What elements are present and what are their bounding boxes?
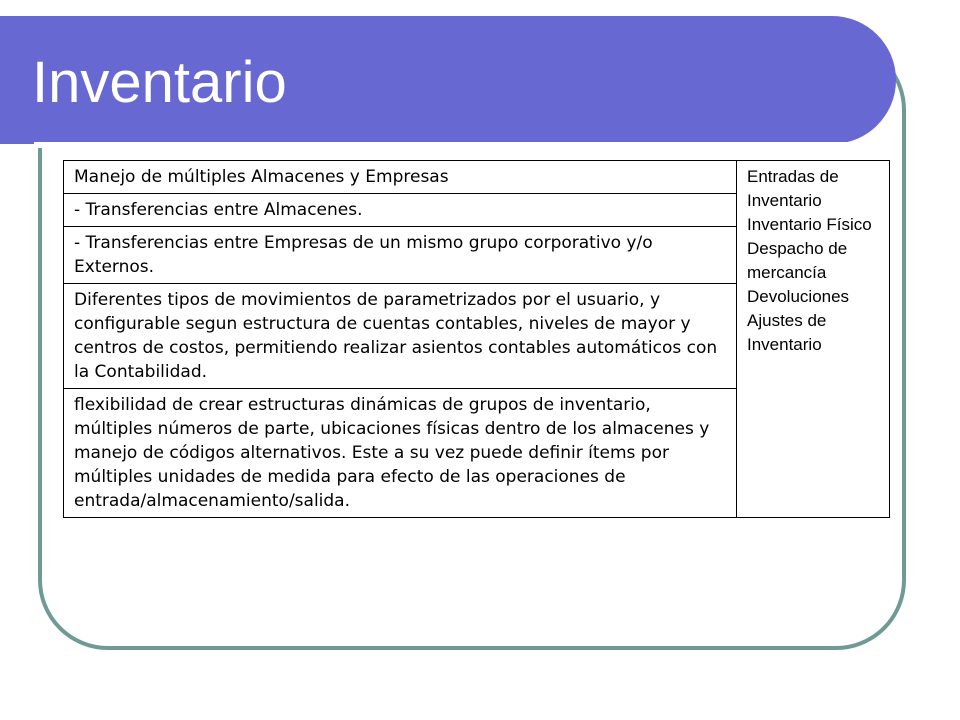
table-cell: Diferentes tipos de movimientos de parametrizados por el usuario, y configurable segun estructura de cuentas contables, niveles de mayor y centros de costos, permitiendo realizar asientos contables automáticos con la Contabilidad. bbox=[64, 284, 737, 389]
side-list-item: Entradas de Inventario bbox=[747, 167, 839, 210]
table-cell: - Transferencias entre Almacenes. bbox=[64, 194, 737, 227]
title-bar bbox=[0, 16, 896, 144]
title-underline bbox=[34, 142, 848, 148]
side-list-item: Ajustes de Inventario bbox=[747, 311, 827, 354]
features-table bbox=[63, 160, 890, 518]
side-list-item: Despacho de mercancía bbox=[747, 239, 848, 282]
table-cell: - Transferencias entre Empresas de un mismo grupo corporativo y/o Externos. bbox=[64, 227, 737, 284]
table-cell: Manejo de múltiples Almacenes y Empresas bbox=[64, 161, 737, 194]
table-row bbox=[64, 161, 890, 194]
slide-title: Inventario bbox=[32, 50, 287, 115]
side-list-item: Inventario Físico bbox=[747, 215, 872, 234]
side-list bbox=[737, 161, 890, 518]
side-list-item: Devoluciones bbox=[747, 287, 850, 306]
table-cell: flexibilidad de crear estructuras dinámicas de grupos de inventario, múltiples números de parte, ubicaciones físicas dentro de los almacenes y manejo de códigos alternativos. Este a su vez puede definir ítems por múltiples unidades de medida para efecto de las operaciones de entrada/almacenamiento/salida. bbox=[64, 389, 737, 518]
